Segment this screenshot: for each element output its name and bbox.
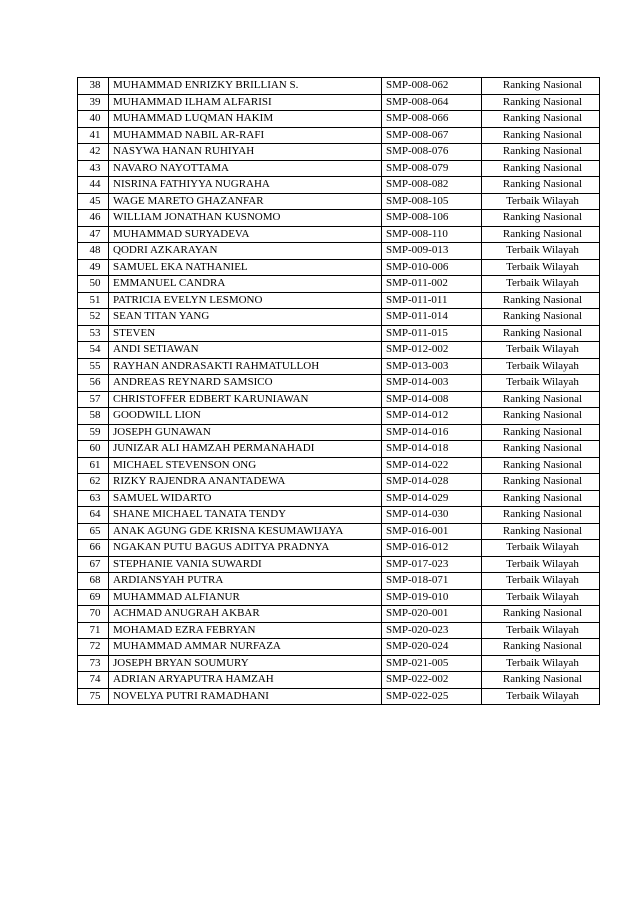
participant-name: ADRIAN ARYAPUTRA HAMZAH (109, 672, 382, 689)
row-number: 60 (78, 441, 109, 458)
row-number: 61 (78, 457, 109, 474)
table-row (78, 276, 600, 293)
award-category: Ranking Nasional (482, 127, 600, 144)
table-row (78, 144, 600, 161)
participant-code: SMP-014-008 (382, 391, 482, 408)
participant-code: SMP-012-002 (382, 342, 482, 359)
table-row (78, 325, 600, 342)
table-row (78, 259, 600, 276)
table-row (78, 573, 600, 590)
participant-code: SMP-014-022 (382, 457, 482, 474)
table-row (78, 589, 600, 606)
row-number: 74 (78, 672, 109, 689)
award-category: Ranking Nasional (482, 606, 600, 623)
table-row (78, 160, 600, 177)
row-number: 66 (78, 540, 109, 557)
row-number: 57 (78, 391, 109, 408)
table-row (78, 292, 600, 309)
award-category: Ranking Nasional (482, 424, 600, 441)
award-category: Terbaik Wilayah (482, 259, 600, 276)
award-category: Ranking Nasional (482, 78, 600, 95)
table-row (78, 309, 600, 326)
results-table (77, 77, 600, 705)
row-number: 52 (78, 309, 109, 326)
participant-name: NAVARO NAYOTTAMA (109, 160, 382, 177)
participant-code: SMP-008-106 (382, 210, 482, 227)
participant-code: SMP-009-013 (382, 243, 482, 260)
award-category: Ranking Nasional (482, 210, 600, 227)
row-number: 46 (78, 210, 109, 227)
participant-code: SMP-008-064 (382, 94, 482, 111)
table-row (78, 655, 600, 672)
row-number: 71 (78, 622, 109, 639)
table-row (78, 375, 600, 392)
results-table-body (78, 78, 600, 705)
row-number: 68 (78, 573, 109, 590)
award-category: Ranking Nasional (482, 160, 600, 177)
award-category: Ranking Nasional (482, 309, 600, 326)
award-category: Terbaik Wilayah (482, 358, 600, 375)
table-row (78, 622, 600, 639)
participant-name: SAMUEL WIDARTO (109, 490, 382, 507)
table-row (78, 243, 600, 260)
table-row (78, 490, 600, 507)
participant-code: SMP-020-023 (382, 622, 482, 639)
participant-code: SMP-021-005 (382, 655, 482, 672)
table-row (78, 540, 600, 557)
participant-code: SMP-008-105 (382, 193, 482, 210)
participant-code: SMP-022-025 (382, 688, 482, 705)
award-category: Ranking Nasional (482, 441, 600, 458)
participant-name: STEPHANIE VANIA SUWARDI (109, 556, 382, 573)
table-row (78, 111, 600, 128)
row-number: 39 (78, 94, 109, 111)
row-number: 41 (78, 127, 109, 144)
participant-name: MUHAMMAD ENRIZKY BRILLIAN S. (109, 78, 382, 95)
award-category: Ranking Nasional (482, 226, 600, 243)
table-row (78, 94, 600, 111)
award-category: Ranking Nasional (482, 177, 600, 194)
participant-name: ANAK AGUNG GDE KRISNA KESUMAWIJAYA (109, 523, 382, 540)
participant-code: SMP-014-029 (382, 490, 482, 507)
participant-code: SMP-020-001 (382, 606, 482, 623)
award-category: Terbaik Wilayah (482, 589, 600, 606)
table-row (78, 193, 600, 210)
row-number: 40 (78, 111, 109, 128)
participant-code: SMP-014-030 (382, 507, 482, 524)
table-row (78, 78, 600, 95)
participant-name: WAGE MARETO GHAZANFAR (109, 193, 382, 210)
participant-code: SMP-011-014 (382, 309, 482, 326)
participant-code: SMP-008-062 (382, 78, 482, 95)
participant-name: NASYWA HANAN RUHIYAH (109, 144, 382, 161)
row-number: 58 (78, 408, 109, 425)
award-category: Terbaik Wilayah (482, 655, 600, 672)
participant-name: ACHMAD ANUGRAH AKBAR (109, 606, 382, 623)
participant-name: SAMUEL EKA NATHANIEL (109, 259, 382, 276)
award-category: Terbaik Wilayah (482, 573, 600, 590)
participant-name: NOVELYA PUTRI RAMADHANI (109, 688, 382, 705)
award-category: Ranking Nasional (482, 639, 600, 656)
participant-code: SMP-008-110 (382, 226, 482, 243)
table-row (78, 342, 600, 359)
award-category: Ranking Nasional (482, 507, 600, 524)
row-number: 38 (78, 78, 109, 95)
participant-name: ANDREAS REYNARD SAMSICO (109, 375, 382, 392)
row-number: 42 (78, 144, 109, 161)
row-number: 63 (78, 490, 109, 507)
award-category: Ranking Nasional (482, 474, 600, 491)
participant-name: JOSEPH GUNAWAN (109, 424, 382, 441)
award-category: Terbaik Wilayah (482, 688, 600, 705)
participant-name: RAYHAN ANDRASAKTI RAHMATULLOH (109, 358, 382, 375)
participant-name: ARDIANSYAH PUTRA (109, 573, 382, 590)
participant-name: STEVEN (109, 325, 382, 342)
row-number: 48 (78, 243, 109, 260)
row-number: 55 (78, 358, 109, 375)
participant-code: SMP-014-028 (382, 474, 482, 491)
table-row (78, 688, 600, 705)
participant-code: SMP-016-001 (382, 523, 482, 540)
participant-code: SMP-011-015 (382, 325, 482, 342)
table-row (78, 474, 600, 491)
table-row (78, 606, 600, 623)
row-number: 62 (78, 474, 109, 491)
participant-name: SEAN TITAN YANG (109, 309, 382, 326)
table-row (78, 127, 600, 144)
participant-name: EMMANUEL CANDRA (109, 276, 382, 293)
award-category: Ranking Nasional (482, 292, 600, 309)
award-category: Ranking Nasional (482, 94, 600, 111)
row-number: 49 (78, 259, 109, 276)
participant-name: QODRI AZKARAYAN (109, 243, 382, 260)
row-number: 51 (78, 292, 109, 309)
participant-name: JUNIZAR ALI HAMZAH PERMANAHADI (109, 441, 382, 458)
table-row (78, 408, 600, 425)
participant-name: PATRICIA EVELYN LESMONO (109, 292, 382, 309)
participant-code: SMP-016-012 (382, 540, 482, 557)
participant-code: SMP-010-006 (382, 259, 482, 276)
table-row (78, 639, 600, 656)
award-category: Terbaik Wilayah (482, 342, 600, 359)
participant-name: MUHAMMAD AMMAR NURFAZA (109, 639, 382, 656)
participant-name: MUHAMMAD ALFIANUR (109, 589, 382, 606)
row-number: 47 (78, 226, 109, 243)
row-number: 64 (78, 507, 109, 524)
row-number: 54 (78, 342, 109, 359)
participant-code: SMP-018-071 (382, 573, 482, 590)
row-number: 73 (78, 655, 109, 672)
table-row (78, 523, 600, 540)
award-category: Ranking Nasional (482, 144, 600, 161)
award-category: Terbaik Wilayah (482, 243, 600, 260)
participant-code: SMP-014-012 (382, 408, 482, 425)
table-row (78, 507, 600, 524)
participant-code: SMP-017-023 (382, 556, 482, 573)
award-category: Ranking Nasional (482, 325, 600, 342)
table-row (78, 177, 600, 194)
participant-code: SMP-014-003 (382, 375, 482, 392)
participant-name: CHRISTOFFER EDBERT KARUNIAWAN (109, 391, 382, 408)
participant-name: MOHAMAD EZRA FEBRYAN (109, 622, 382, 639)
award-category: Terbaik Wilayah (482, 622, 600, 639)
table-row (78, 441, 600, 458)
table-row (78, 210, 600, 227)
row-number: 65 (78, 523, 109, 540)
row-number: 75 (78, 688, 109, 705)
participant-code: SMP-013-003 (382, 358, 482, 375)
participant-name: JOSEPH BRYAN SOUMURY (109, 655, 382, 672)
award-category: Ranking Nasional (482, 111, 600, 128)
participant-code: SMP-008-079 (382, 160, 482, 177)
award-category: Ranking Nasional (482, 672, 600, 689)
participant-name: WILLIAM JONATHAN KUSNOMO (109, 210, 382, 227)
participant-name: MUHAMMAD SURYADEVA (109, 226, 382, 243)
participant-name: ANDI SETIAWAN (109, 342, 382, 359)
table-row (78, 391, 600, 408)
row-number: 53 (78, 325, 109, 342)
participant-code: SMP-008-076 (382, 144, 482, 161)
row-number: 59 (78, 424, 109, 441)
row-number: 45 (78, 193, 109, 210)
award-category: Ranking Nasional (482, 408, 600, 425)
table-row (78, 457, 600, 474)
row-number: 56 (78, 375, 109, 392)
participant-code: SMP-008-082 (382, 177, 482, 194)
award-category: Terbaik Wilayah (482, 556, 600, 573)
participant-name: SHANE MICHAEL TANATA TENDY (109, 507, 382, 524)
participant-name: MICHAEL STEVENSON ONG (109, 457, 382, 474)
award-category: Ranking Nasional (482, 490, 600, 507)
table-row (78, 358, 600, 375)
participant-name: NISRINA FATHIYYA NUGRAHA (109, 177, 382, 194)
row-number: 43 (78, 160, 109, 177)
participant-name: RIZKY RAJENDRA ANANTADEWA (109, 474, 382, 491)
participant-name: GOODWILL LION (109, 408, 382, 425)
award-category: Ranking Nasional (482, 523, 600, 540)
award-category: Terbaik Wilayah (482, 276, 600, 293)
participant-name: MUHAMMAD ILHAM ALFARISI (109, 94, 382, 111)
participant-code: SMP-008-067 (382, 127, 482, 144)
row-number: 69 (78, 589, 109, 606)
participant-code: SMP-008-066 (382, 111, 482, 128)
award-category: Terbaik Wilayah (482, 375, 600, 392)
row-number: 70 (78, 606, 109, 623)
award-category: Terbaik Wilayah (482, 193, 600, 210)
row-number: 72 (78, 639, 109, 656)
table-row (78, 672, 600, 689)
award-category: Ranking Nasional (482, 391, 600, 408)
participant-code: SMP-020-024 (382, 639, 482, 656)
participant-code: SMP-019-010 (382, 589, 482, 606)
row-number: 50 (78, 276, 109, 293)
participant-code: SMP-014-016 (382, 424, 482, 441)
participant-name: NGAKAN PUTU BAGUS ADITYA PRADNYA (109, 540, 382, 557)
table-row (78, 226, 600, 243)
participant-code: SMP-011-002 (382, 276, 482, 293)
award-category: Terbaik Wilayah (482, 540, 600, 557)
table-row (78, 424, 600, 441)
participant-name: MUHAMMAD NABIL AR-RAFI (109, 127, 382, 144)
row-number: 44 (78, 177, 109, 194)
participant-code: SMP-011-011 (382, 292, 482, 309)
row-number: 67 (78, 556, 109, 573)
award-category: Ranking Nasional (482, 457, 600, 474)
participant-code: SMP-022-002 (382, 672, 482, 689)
participant-code: SMP-014-018 (382, 441, 482, 458)
participant-name: MUHAMMAD LUQMAN HAKIM (109, 111, 382, 128)
table-row (78, 556, 600, 573)
